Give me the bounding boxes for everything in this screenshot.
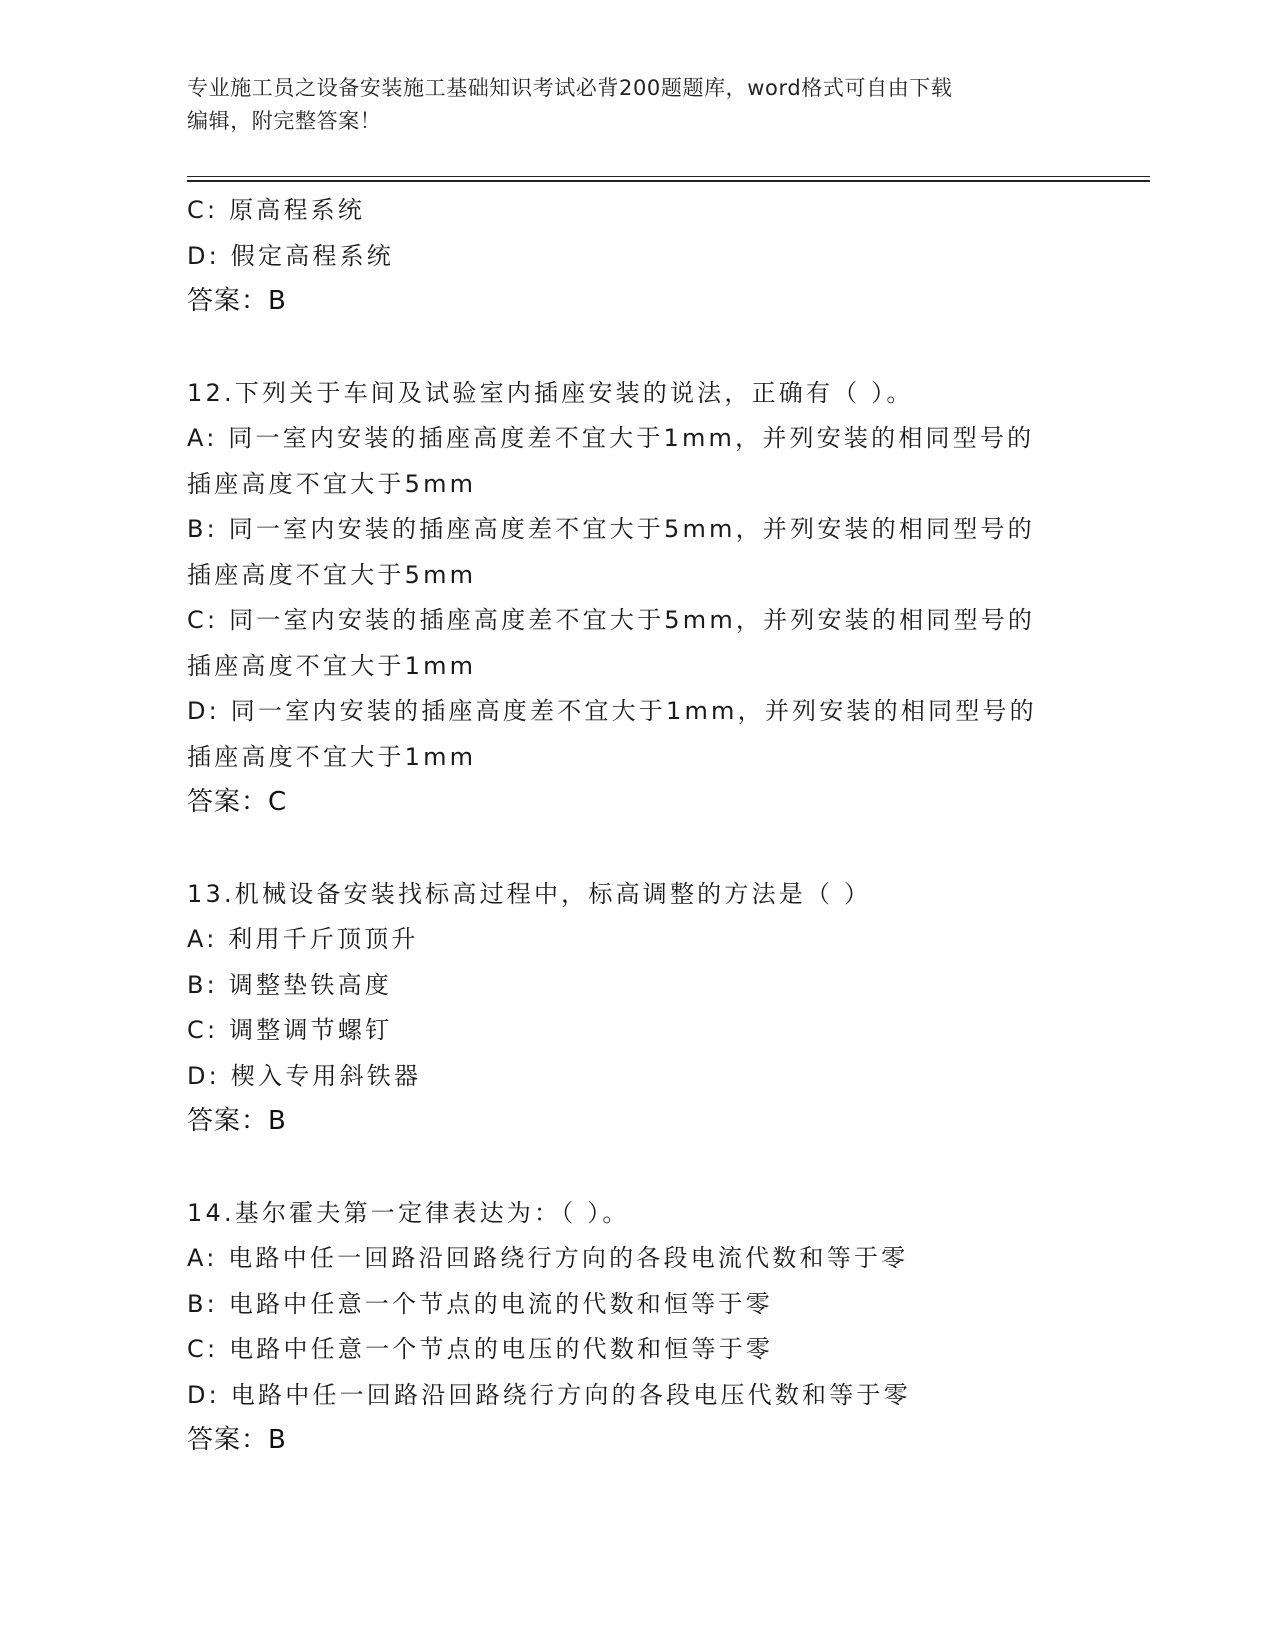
option-a: A: 利用千斤顶顶升 [187,925,419,953]
option-b: B: 电路中任意一个节点的电流的代数和恒等于零 [187,1289,773,1318]
spacer [187,1145,1087,1191]
spacer [187,325,1087,371]
option-a: A: 电路中任一回路沿回路绕行方向的各段电流代数和等于零 [187,1244,909,1272]
option-d: D: 同一室内安装的插座高度差不宜大于1mm，并列安装的相同型号的 [187,697,1037,725]
option-a-continued: 插座高度不宜大于5mm [187,469,477,498]
header-line-2: 编辑，附完整答案！ [187,109,382,133]
option-d-continued: 插座高度不宜大于1mm [187,742,477,771]
answer-line: 答案：B [187,1425,287,1455]
question-block-11-tail [187,188,1087,325]
option-c: C: 同一室内安装的插座高度差不宜大于5mm，并列安装的相同型号的 [187,606,1036,634]
question-text: 13.机械设备安装找标高过程中，标高调整的方法是（ ） [187,879,872,908]
document-header [187,72,1067,138]
answer-line: 答案：B [187,1106,287,1136]
option-a: A: 同一室内安装的插座高度差不宜大于1mm，并列安装的相同型号的 [187,424,1035,452]
option-d: D: 楔入专用斜铁器 [187,1061,422,1090]
question-block-12 [187,371,1087,826]
question-block-13 [187,872,1087,1145]
option-d: D: 电路中任一回路沿回路绕行方向的各段电压代数和等于零 [187,1380,911,1409]
option-c: C: 调整调节螺钉 [187,1016,393,1044]
option-b: B: 调整垫铁高度 [187,970,392,999]
option-c: C: 原高程系统 [187,196,366,224]
question-text: 12.下列关于车间及试验室内插座安装的说法，正确有（ ）。 [187,378,914,407]
question-text: 14.基尔霍夫第一定律表达为：（ ）。 [187,1198,630,1227]
option-c-continued: 插座高度不宜大于1mm [187,651,477,680]
option-b: B: 同一室内安装的插座高度差不宜大于5mm，并列安装的相同型号的 [187,515,1035,543]
answer-line: 答案：C [187,787,288,817]
option-d: D: 假定高程系统 [187,241,394,270]
option-b-continued: 插座高度不宜大于5mm [187,560,477,589]
spacer [187,826,1087,872]
header-divider [187,176,1150,182]
question-block-14 [187,1191,1087,1464]
answer-line: 答案：B [187,286,287,316]
header-line-1: 专业施工员之设备安装施工基础知识考试必背200题题库，word格式可自由下载 [187,76,953,100]
question-list [187,188,1087,1464]
option-c: C: 电路中任意一个节点的电压的代数和恒等于零 [187,1335,774,1363]
